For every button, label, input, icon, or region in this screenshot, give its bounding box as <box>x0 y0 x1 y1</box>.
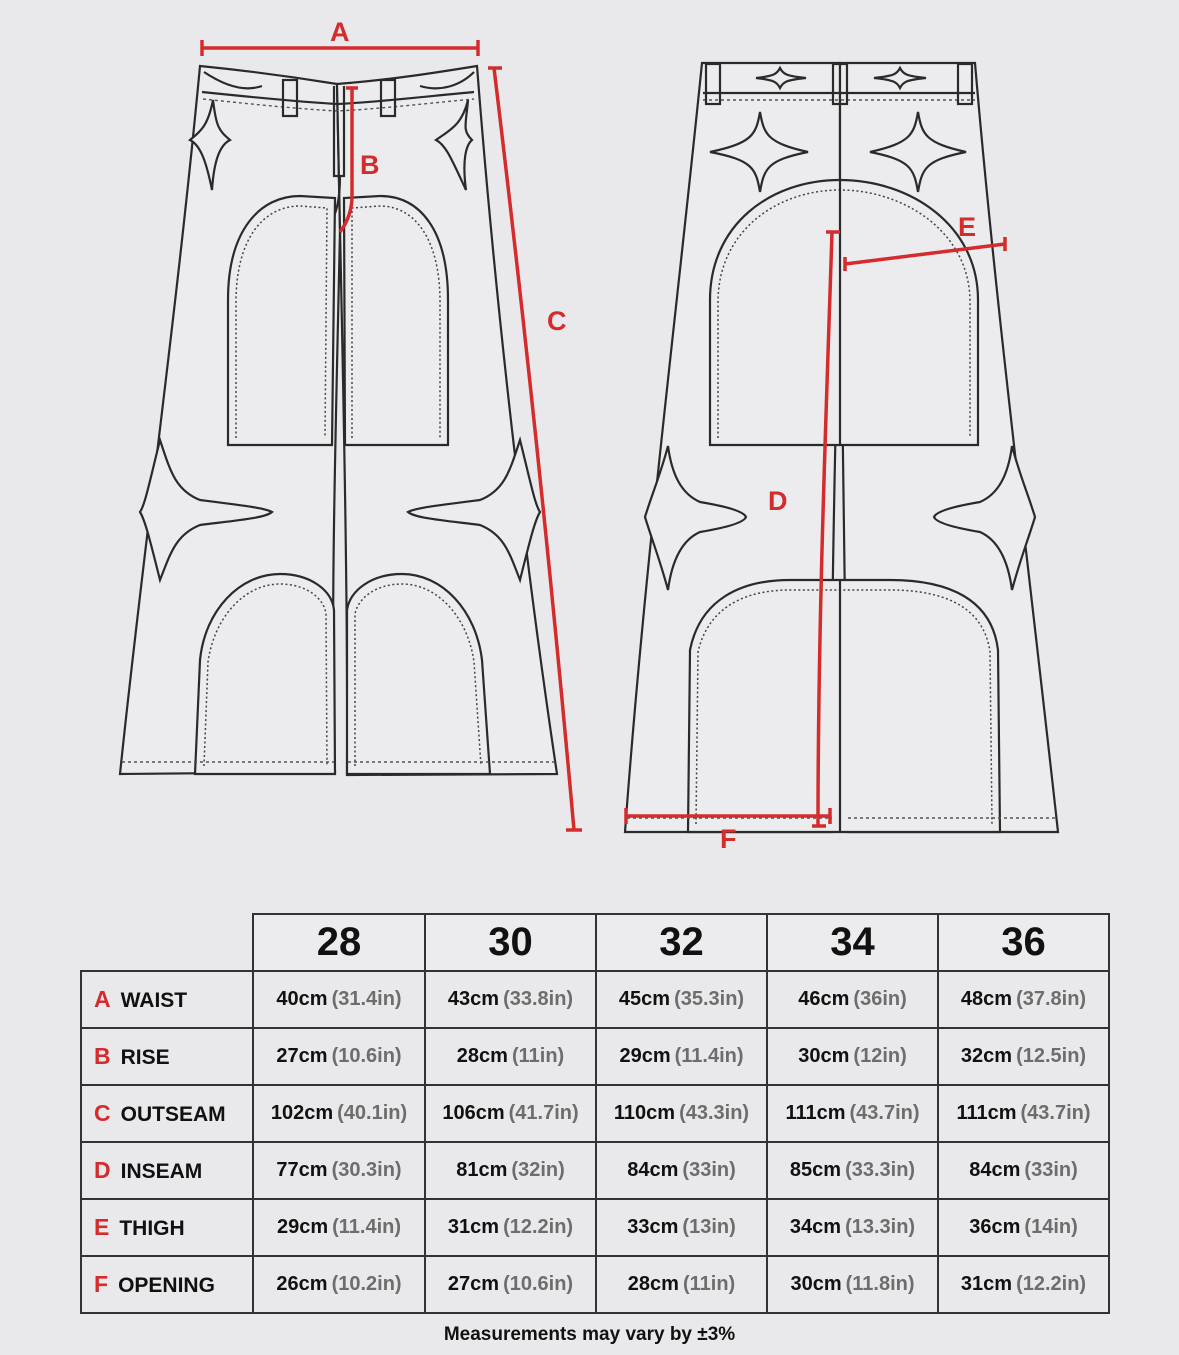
measurement-value-cell <box>253 1085 425 1142</box>
measurement-value-cell <box>767 971 938 1028</box>
measurement-label-cell <box>81 1085 253 1142</box>
value-inches: (10.2in) <box>331 1273 402 1295</box>
measurement-letter: B <box>94 1043 111 1069</box>
value-cm: 34cm <box>789 1216 842 1238</box>
measurement-value-cell <box>767 1199 938 1256</box>
value-cm: 77cm <box>276 1159 328 1181</box>
measurement-name: OUTSEAM <box>120 1103 226 1126</box>
measurement-value-cell <box>425 1085 596 1142</box>
value-cm: 29cm <box>619 1045 671 1067</box>
size-header-row <box>81 914 1109 971</box>
value-cm: 33cm <box>627 1216 679 1238</box>
measure-label-c: C <box>547 306 567 336</box>
front-left-arch-panel <box>228 196 335 445</box>
measurement-value-cell <box>938 1256 1109 1313</box>
value-cm: 29cm <box>276 1216 329 1238</box>
measure-label-a: A <box>330 17 350 47</box>
measurement-value-cell <box>253 971 425 1028</box>
measurement-value-cell <box>767 1142 938 1199</box>
table-row <box>81 1256 1109 1313</box>
measure-label-e: E <box>958 212 977 242</box>
value-cm: 46cm <box>798 988 850 1010</box>
value-cm: 30cm <box>790 1273 842 1295</box>
measurement-value-cell <box>596 1199 767 1256</box>
value-cm: 28cm <box>627 1273 679 1295</box>
value-inches: (11in) <box>682 1273 736 1295</box>
value-inches: (33.8in) <box>503 988 574 1010</box>
value-inches: (32in) <box>511 1159 565 1181</box>
measurement-value-cell <box>425 971 596 1028</box>
measurement-value-cell <box>767 1028 938 1085</box>
value-cm: 111cm <box>956 1102 1017 1124</box>
value-cm: 43cm <box>447 988 500 1010</box>
front-view-pants <box>120 66 557 775</box>
value-inches: (13.3in) <box>845 1216 916 1238</box>
value-inches: (12in) <box>853 1045 907 1067</box>
value-inches: (41.7in) <box>508 1102 579 1124</box>
measurement-name: RISE <box>120 1046 170 1069</box>
measurement-name: OPENING <box>118 1274 215 1297</box>
value-cm: 81cm <box>456 1159 508 1181</box>
value-cm: 30cm <box>798 1045 850 1067</box>
value-inches: (37.8in) <box>1016 988 1087 1010</box>
table-row <box>81 971 1109 1028</box>
back-view-pants <box>625 63 1058 832</box>
measurement-value-cell <box>425 1142 596 1199</box>
measurement-value-cell <box>253 1256 425 1313</box>
value-inches: (43.7in) <box>1020 1102 1091 1124</box>
measurement-value-cell <box>425 1028 596 1085</box>
value-cm: 111cm <box>785 1102 846 1124</box>
measurement-value-cell <box>938 971 1109 1028</box>
size-header-36: 36 <box>938 914 1109 971</box>
value-inches: (12.2in) <box>503 1216 574 1238</box>
value-cm: 48cm <box>960 988 1013 1010</box>
measurement-label-cell <box>81 1142 253 1199</box>
size-header-30: 30 <box>425 914 596 971</box>
value-cm: 27cm <box>447 1273 500 1295</box>
header-corner-cell <box>81 914 253 971</box>
value-cm: 45cm <box>618 988 671 1010</box>
measurement-value-cell <box>596 1085 767 1142</box>
value-inches: (43.3in) <box>679 1102 750 1124</box>
measurement-value-cell <box>596 1142 767 1199</box>
size-chart-table <box>80 913 1110 1314</box>
value-inches: (12.2in) <box>1016 1273 1087 1295</box>
measurement-value-cell <box>767 1256 938 1313</box>
measurement-label-cell <box>81 1256 253 1313</box>
measurement-label-cell <box>81 1199 253 1256</box>
front-right-arch-panel <box>344 196 448 445</box>
value-cm: 36cm <box>969 1216 1021 1238</box>
measurement-value-cell <box>596 1028 767 1085</box>
measurement-value-cell <box>938 1085 1109 1142</box>
value-inches: (33in) <box>682 1159 736 1181</box>
measure-a <box>202 17 478 56</box>
value-inches: (11.8in) <box>845 1273 915 1295</box>
value-cm: 106cm <box>442 1102 505 1124</box>
value-cm: 84cm <box>627 1159 679 1181</box>
value-cm: 26cm <box>276 1273 328 1295</box>
measurement-value-cell <box>938 1142 1109 1199</box>
size-table-body <box>81 971 1109 1313</box>
value-cm: 27cm <box>276 1045 328 1067</box>
value-inches: (43.7in) <box>849 1102 920 1124</box>
value-inches: (11.4in) <box>674 1045 744 1067</box>
value-cm: 31cm <box>960 1273 1013 1295</box>
value-inches: (36in) <box>853 988 907 1010</box>
measurement-value-cell <box>253 1199 425 1256</box>
value-inches: (33.3in) <box>845 1159 916 1181</box>
value-inches: (30.3in) <box>331 1159 402 1181</box>
back-lower-arch-panel <box>688 580 1000 832</box>
table-row <box>81 1028 1109 1085</box>
measurement-value-cell <box>596 971 767 1028</box>
value-cm: 40cm <box>276 988 328 1010</box>
measurement-value-cell <box>938 1199 1109 1256</box>
table-row <box>81 1199 1109 1256</box>
value-inches: (14in) <box>1024 1216 1078 1238</box>
measurement-value-cell <box>425 1256 596 1313</box>
measurement-value-cell <box>938 1028 1109 1085</box>
measurement-value-cell <box>596 1256 767 1313</box>
size-header-28: 28 <box>253 914 425 971</box>
measure-label-b: B <box>360 150 380 180</box>
value-inches: (31.4in) <box>331 988 402 1010</box>
table-row <box>81 1085 1109 1142</box>
measurement-letter: A <box>94 986 111 1012</box>
measurement-footnote: Measurements may vary by ±3% <box>443 1324 736 1345</box>
value-inches: (11.4in) <box>332 1216 402 1238</box>
measure-label-f: F <box>720 824 737 854</box>
value-inches: (13in) <box>682 1216 736 1238</box>
measurement-name: INSEAM <box>120 1160 203 1183</box>
measurement-value-cell <box>253 1142 425 1199</box>
value-inches: (11in) <box>511 1045 565 1067</box>
size-header-32: 32 <box>596 914 767 971</box>
value-cm: 102cm <box>270 1102 334 1124</box>
measurement-name: THIGH <box>119 1217 185 1240</box>
value-cm: 32cm <box>960 1045 1013 1067</box>
value-inches: (33in) <box>1024 1159 1078 1181</box>
value-cm: 110cm <box>613 1102 676 1124</box>
measure-label-d: D <box>768 486 788 516</box>
value-cm: 31cm <box>447 1216 500 1238</box>
measurement-letter: E <box>94 1214 110 1240</box>
measurement-value-cell <box>253 1028 425 1085</box>
table-row <box>81 1142 1109 1199</box>
measurement-name: WAIST <box>120 989 188 1012</box>
measurement-label-cell <box>81 971 253 1028</box>
measurement-label-cell <box>81 1028 253 1085</box>
measurement-letter: F <box>94 1271 109 1297</box>
value-cm: 28cm <box>456 1045 508 1067</box>
value-inches: (10.6in) <box>331 1045 402 1067</box>
measurement-value-cell <box>767 1085 938 1142</box>
value-cm: 84cm <box>969 1159 1021 1181</box>
value-cm: 85cm <box>789 1159 842 1181</box>
value-inches: (10.6in) <box>503 1273 574 1295</box>
back-seat-arch-panel <box>710 180 978 445</box>
value-inches: (12.5in) <box>1016 1045 1087 1067</box>
value-inches: (40.1in) <box>337 1102 408 1124</box>
value-inches: (35.3in) <box>674 988 745 1010</box>
size-header-34: 34 <box>767 914 938 971</box>
measurement-letter: D <box>94 1157 111 1183</box>
measurement-value-cell <box>425 1199 596 1256</box>
measurement-letter: C <box>94 1100 111 1126</box>
